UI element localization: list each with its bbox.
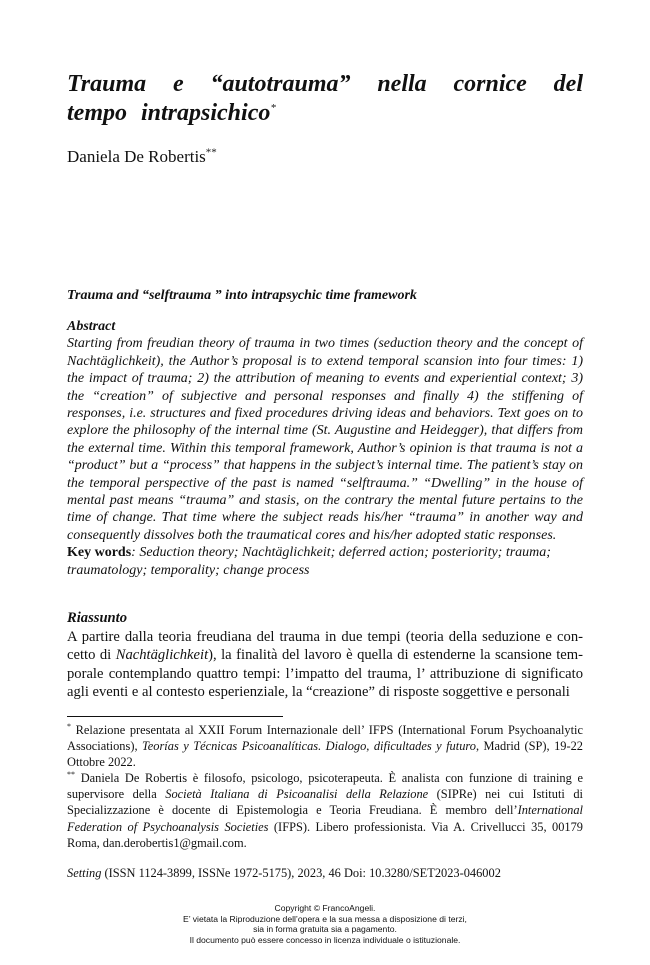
copyright-line: sia in forma gratuita sia a pagamento. <box>253 924 397 935</box>
copyright-line: Il documento può essere concesso in licenza individuale o istituzionale. <box>189 934 461 945</box>
copyright-notice <box>0 903 650 945</box>
keywords-line <box>67 544 583 579</box>
footnote-2: ** Daniela De Robertis è filosofo, psicologo, psicoterapeuta. È analista con funzione di training e supervisore della Società Italiana di Psicoanalisi della Relazione (SIPRe) nei cui Istituti di Specializzazione è docente di Epistemologia e Teoria Freudiana. È membro dell’International Federation of Psychoanalysis Societies (IFPS). Libero professionista. Via A. Crivellucci 35, 00179 Roma, dan.derobertis1@gmail.com. <box>67 770 583 850</box>
copyright-line: E’ vietata la Riproduzione dell’opera e la sua messa a disposizione di terzi, <box>183 913 467 924</box>
footnote-divider <box>67 716 283 717</box>
author-line <box>67 146 217 168</box>
journal-name: Setting <box>67 866 102 880</box>
article-title: Trauma e “autotrauma” nella cornice del tempo intrapsichico* <box>67 71 583 126</box>
abstract-section <box>67 318 583 579</box>
english-title: Trauma and “selftrauma ” into intrapsychic time framework <box>67 288 417 303</box>
author-name: Daniela De Robertis <box>67 147 206 166</box>
keywords-text: : Seduction theory; Nachtäglichkeit; deferred action; posteriority; trauma; traumatology; temporality; change process <box>67 545 551 578</box>
author-footnote-mark: ** <box>205 146 217 159</box>
abstract-text: Starting from freudian theory of trauma in two times (seduction theory and the concept of Nachtäglichkeit), the Author’s proposal is to extend temporal scansion into four times: 1) the impact of trauma; 2) the attribution of meaning to events and experiential context; 3) the “creation” of subjective and personal responses and finally 4) the stiffening of responses, i.e. structures and fixed procedures driving ideas and behaviors. Text goes on to explore the philosophy of the internal time (St. Augustine and Heidegger), that differs from the external time. Within this temporal framework, Author’s opinion is that trauma is not a “product” but a “process” that happens in the subject’s internal time. The patient’s stay on the temporal perspective of the past is named “selftrauma.” “Dwelling” in the house of mental past means “trauma” and stasis, on the contrary the mental future pertains to the time of change. That time where the subject reads his/her “trauma” in another way and consequently dissolves both the traumatical cores and his/her adopted static responses. <box>67 336 583 543</box>
citation-line: Setting (ISSN 1124-3899, ISSNe 1972-5175), 2023, 46 Doi: 10.3280/SET2023-046002 <box>67 866 501 880</box>
riassunto-text: A partire dalla teoria freudiana del trauma in due tempi (teoria della seduzione e concetto di Nachtäglichkeit), la finalità del lavoro è quella di estenderne la scansione temporale contemplando quattro tempi: l’impatto del trauma, l’ attribuzione di significato agli eventi e al contesto esperienziale, la “creazione” di risposte soggettive e personali <box>67 628 583 701</box>
keywords-label: Key words <box>67 545 132 561</box>
copyright-line: Copyright © FrancoAngeli. <box>274 903 376 913</box>
footnote-1: * Relazione presentata al XXII Forum Internazionale dell’ IFPS (International Forum Psychoanalytic Associations), Teorías y Técnicas Psicoanalíticas. Dialogo, dificultades y futuro, Madrid (SP), 19-22 Ottobre 2022. <box>67 721 583 770</box>
riassunto-section <box>67 609 583 702</box>
footnotes <box>67 722 583 851</box>
title-footnote-mark: * <box>270 102 276 114</box>
abstract-heading: Abstract <box>67 319 116 334</box>
riassunto-heading: Riassunto <box>67 610 128 626</box>
